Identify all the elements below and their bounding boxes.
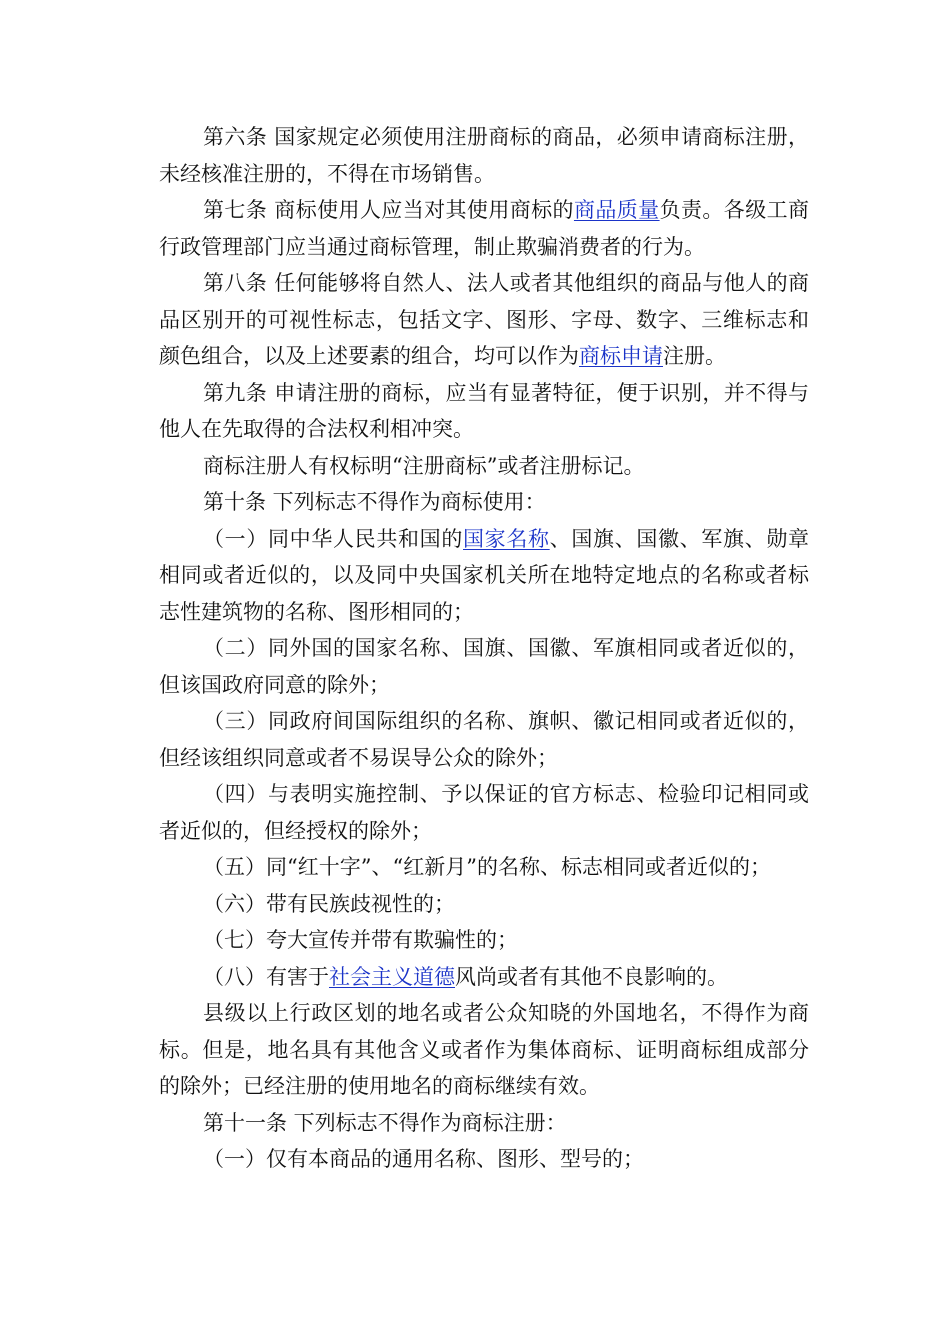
text-run: 商标注册人有权标明“注册商标”或者注册标记。 [203,453,645,478]
text-run: （三）同政府间国际组织的名称、旗帜、徽记相同或者近似的，但经该组织同意或者不易误导公众的除外； [159,709,809,770]
hyperlink[interactable]: 商品质量 [573,198,660,222]
paragraph [159,703,809,776]
text-run: 风尚或者有其他不良影响的。 [455,964,728,989]
paragraph [159,484,809,521]
text-run: 注册。 [663,344,726,368]
text-run: （一）仅有本商品的通用名称、图形、型号的； [203,1147,644,1171]
paragraph [159,849,809,886]
paragraph [159,630,809,703]
text-run: （一）同中华人民共和国的 [203,526,463,551]
text-run: 第八条 任何能够将自然人、法人或者其他组织的商品与他人的商品区别开的可视性标志，包括文字、图形、字母、数字、三维标志和颜色组合，以及上述要素的组合，均可以作为 [159,271,809,368]
text-run: 第六条 国家规定必须使用注册商标的商品，必须申请商标注册，未经核准注册的，不得在市场销售。 [159,125,809,186]
hyperlink[interactable]: 社会主义道德 [329,964,455,989]
text-run: 第七条 商标使用人应当对其使用商标的 [203,198,574,222]
text-run: （六）带有民族歧视性的； [203,891,455,916]
paragraph [159,1105,809,1142]
paragraph [159,521,809,631]
paragraph [159,448,809,485]
paragraph [159,119,809,192]
paragraph [159,886,809,923]
document-body [159,119,809,1178]
paragraph [159,265,809,375]
text-run: 第十条 下列标志不得作为商标使用： [203,490,546,514]
hyperlink[interactable]: 国家名称 [463,526,550,551]
text-run: （八）有害于 [203,964,329,989]
text-run: 负责。各级工商行政管理部门应当通过商标管理，制止欺骗消费者的行为。 [159,198,810,259]
paragraph [159,1141,809,1178]
text-run: （七）夸大宣传并带有欺骗性的； [203,928,518,952]
paragraph [159,776,809,849]
text-run: （四）与表明实施控制、予以保证的官方标志、检验印记相同或者近似的，但经授权的除外； [159,782,809,843]
text-run: 第十一条 下列标志不得作为商标注册： [203,1110,567,1135]
hyperlink[interactable]: 商标申请 [579,344,663,368]
text-run: 、国旗、国徽、军旗、勋章相同或者近似的，以及同中央国家机关所在地特定地点的名称或者标志性建筑物的名称、图形相同的； [159,526,810,624]
paragraph [159,922,809,959]
paragraph [159,995,809,1105]
paragraph [159,959,809,996]
text-run: （二）同外国的国家名称、国旗、国徽、军旗相同或者近似的，但该国政府同意的除外； [159,636,809,697]
paragraph [159,375,809,448]
text-run: 县级以上行政区划的地名或者公众知晓的外国地名，不得作为商标。但是，地名具有其他含义或者作为集体商标、证明商标组成部分的除外；已经注册的使用地名的商标继续有效。 [159,1001,809,1098]
text-run: （五）同“红十字”、“红新月”的名称、标志相同或者近似的； [203,855,771,879]
text-run: 第九条 申请注册的商标，应当有显著特征，便于识别，并不得与他人在先取得的合法权利相冲突。 [159,380,809,441]
paragraph [159,192,809,265]
